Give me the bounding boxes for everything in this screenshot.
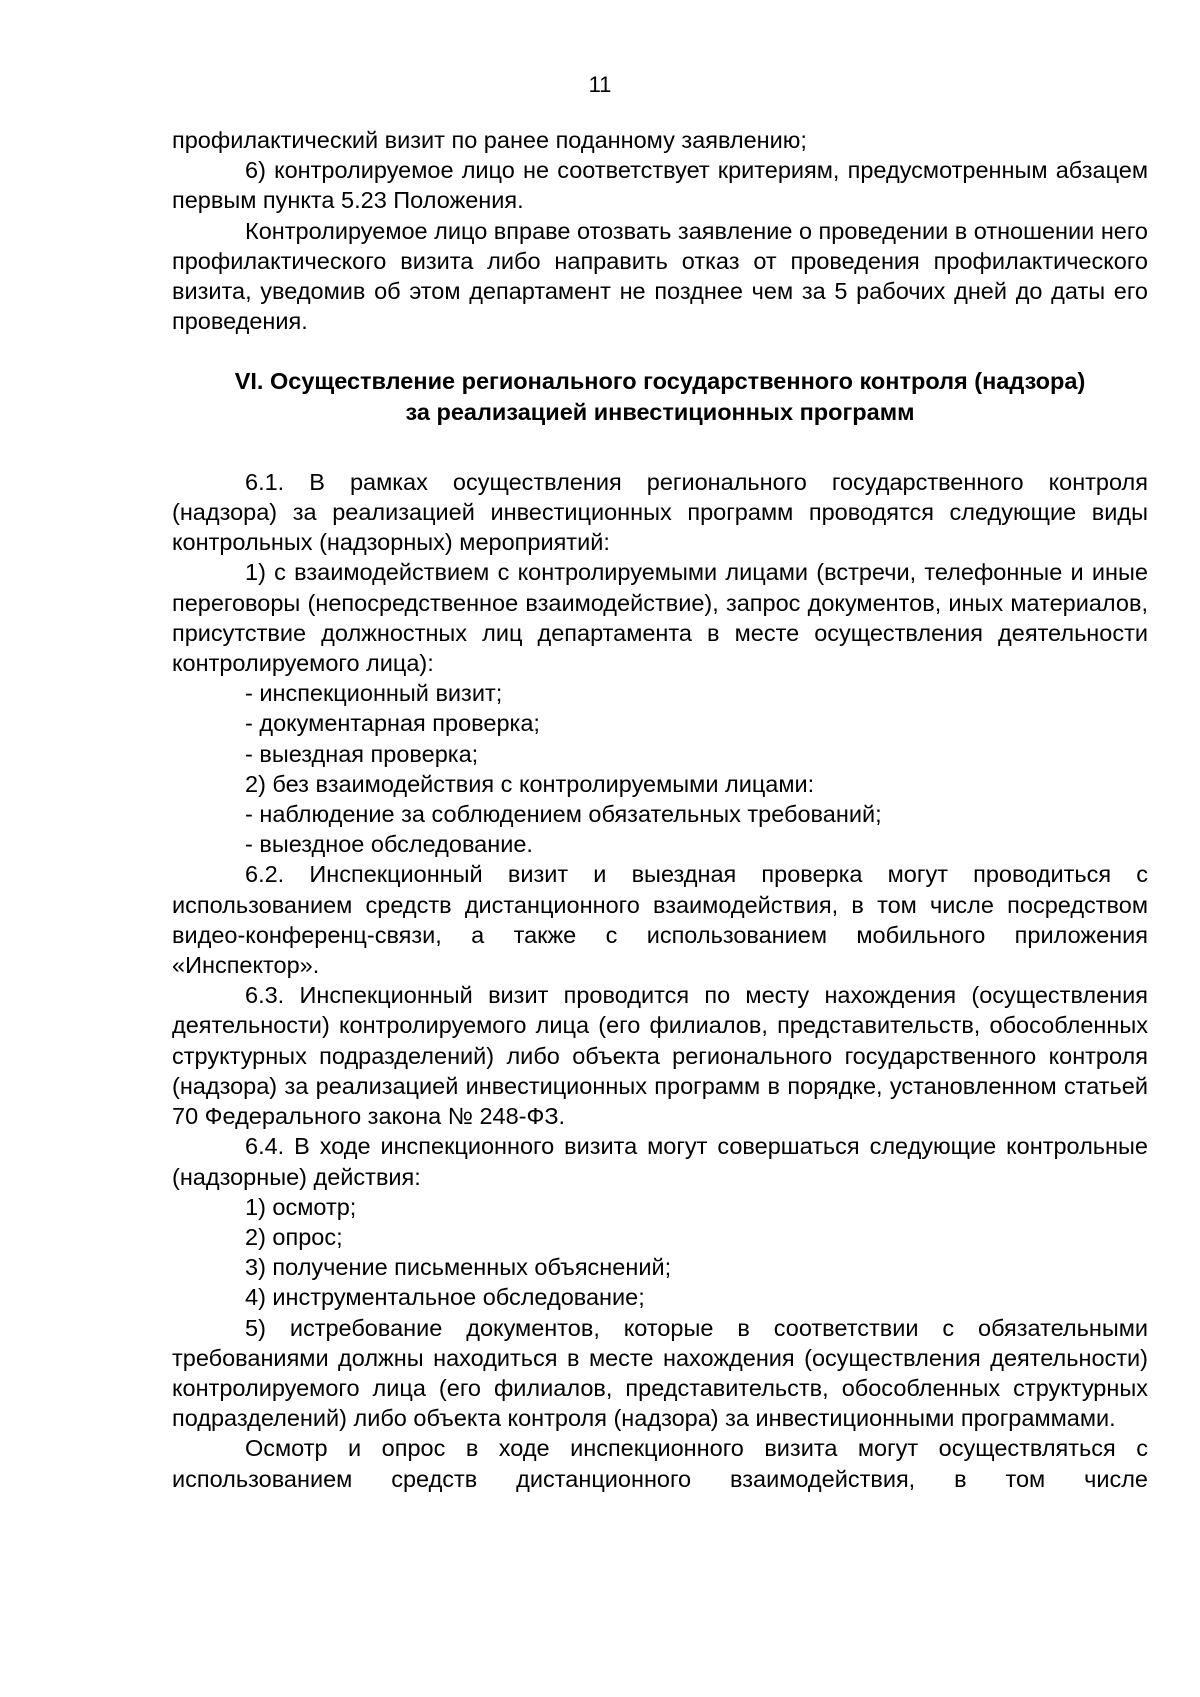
paragraph-continuation: профилактический визит по ранее поданному заявлению; <box>172 127 807 153</box>
paragraph-without-interaction: 2) без взаимодействия с контролируемыми лицами: <box>245 770 815 797</box>
list-item-document-request: 5) истребование документов, которые в соответствии с обязательными требованиями должны находиться в месте нахождения (осуществления деятельности) контролируемого лица (его филиалов, представительств, обособленных структурных подразделений) либо объекта контроля (надзора) за инвестиционными программами. <box>172 1314 1148 1432</box>
paragraph-remote-inspection: Осмотр и опрос в ходе инспекционного визита могут осуществляться с использованием средств дистанционного взаимодействия, в том числе <box>172 1435 1148 1492</box>
list-item-documentary-check: - документарная проверка; <box>245 710 540 737</box>
section-heading <box>172 366 1148 426</box>
paragraph-6-3: 6.3. Инспекционный визит проводится по месту нахождения (осуществления деятельности) контролируемого лица (его филиалов, представительств, обособленных структурных подразделений) либо объекта регионального государственного контроля (надзора) за реализацией инвестиционных программ в порядке, установленном статьей 70 Федерального закона № 248-ФЗ. <box>172 982 1148 1130</box>
page-number: 11 <box>588 72 612 97</box>
list-item-observation: - наблюдение за соблюдением обязательных требований; <box>245 801 882 828</box>
paragraph-6-1: 6.1. В рамках осуществления регионального государственного контроля (надзора) за реализацией инвестиционных программ проводятся следующие виды контрольных (надзорных) мероприятий: <box>172 468 1148 556</box>
section-heading-line2: за реализацией инвестиционных программ <box>405 398 915 425</box>
paragraph-with-interaction: 1) с взаимодействием с контролируемыми лицами (встречи, телефонные и иные переговоры (непосредственное взаимодействие), запрос документов, иных материалов, присутствие должностных лиц департамента в месте осуществления деятельности контролируемого лица): <box>172 559 1148 677</box>
paragraph-6-2: 6.2. Инспекционный визит и выездная проверка могут проводиться с использованием средств дистанционного взаимодействия, в том числе посредством видео-конференц-связи, а также с использованием мобильного приложения «Инспектор». <box>172 861 1148 979</box>
list-item-field-survey: - выездное обследование. <box>245 831 533 858</box>
paragraph-6-4: 6.4. В ходе инспекционного визита могут совершаться следующие контрольные (надзорные) действия: <box>172 1133 1148 1190</box>
paragraph-item-6: 6) контролируемое лицо не соответствует критериям, предусмотренным абзацем первым пункта 5.23 Положения. <box>172 157 1148 214</box>
list-item-inspection: 1) осмотр; <box>245 1193 357 1220</box>
list-item-field-check: - выездная проверка; <box>245 740 479 767</box>
section-heading-line1: VI. Осуществление регионального государственного контроля (надзора) <box>234 368 1086 395</box>
list-item-written-explanations: 3) получение письменных объяснений; <box>245 1254 672 1281</box>
list-item-survey: 2) опрос; <box>245 1223 343 1250</box>
document-body <box>172 125 1148 1494</box>
paragraph-withdrawal: Контролируемое лицо вправе отозвать заявление о проведении в отношении него профилактического визита либо направить отказ от проведения профилактического визита, уведомив об этом департамент не позднее чем за 5 рабочих дней до даты его проведения. <box>172 217 1148 335</box>
list-item-instrumental-survey: 4) инструментальное обследование; <box>245 1284 645 1311</box>
list-item-inspection-visit: - инспекционный визит; <box>245 680 503 707</box>
